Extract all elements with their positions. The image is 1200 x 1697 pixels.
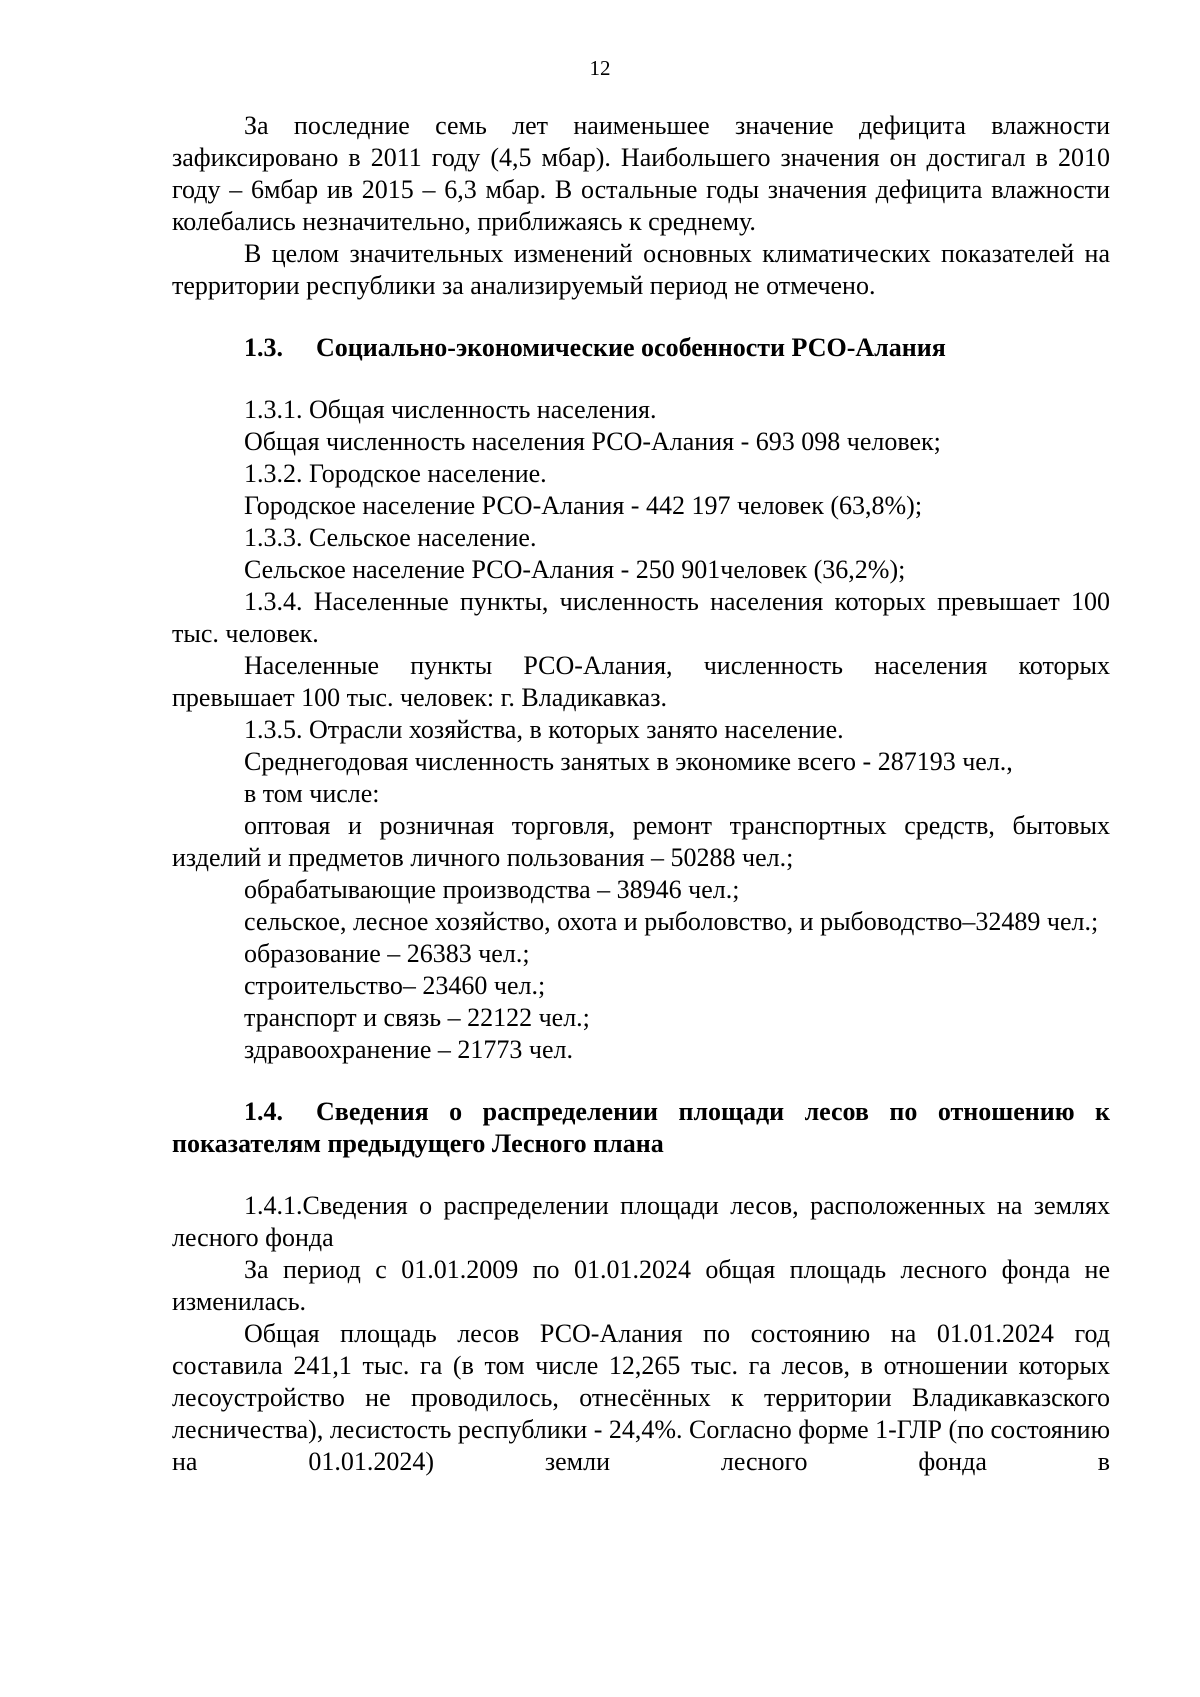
subsection-1-3-1-title: 1.3.1. Общая численность населения. xyxy=(244,395,657,424)
employment-manufacturing-line: обрабатывающие производства – 38946 чел.; xyxy=(244,875,740,904)
subsection-1-4-1-title: 1.4.1.Сведения о распределении площади лесов, расположенных на землях лесного фонда xyxy=(172,1191,1110,1252)
section-number: 1.3. xyxy=(244,333,283,362)
section-heading-1-4 xyxy=(172,1096,1110,1160)
paragraph-climate-summary: В целом значительных изменений основных климатических показателей на территории республики за анализируемый период не отмечено. xyxy=(172,239,1110,300)
employment-transport-line: транспорт и связь – 22122 чел.; xyxy=(244,1003,590,1032)
page-number: 12 xyxy=(589,56,611,80)
forest-fund-unchanged-paragraph: За период с 01.01.2009 по 01.01.2024 общая площадь лесного фонда не изменилась. xyxy=(172,1255,1110,1316)
employment-trade-line: оптовая и розничная торговля, ремонт транспортных средств, бытовых изделий и предметов личного пользования – 50288 чел.; xyxy=(172,811,1110,872)
subsection-1-3-4-title: 1.3.4. Населенные пункты, численность населения которых превышает 100 тыс. человек. xyxy=(172,587,1110,648)
section-heading-1-3 xyxy=(172,332,1110,364)
subsection-1-3-5-title: 1.3.5. Отрасли хозяйства, в которых занято население. xyxy=(244,715,844,744)
subsection-1-3-3-title: 1.3.3. Сельское население. xyxy=(244,523,537,552)
rural-population-line: Сельское население РСО-Алания - 250 901человек (36,2%); xyxy=(244,555,906,584)
large-settlements-line: Населенные пункты РСО-Алания, численность населения которых превышает 100 тыс. человек: г. Владикавказ. xyxy=(172,651,1110,712)
subsection-1-3-2-title: 1.3.2. Городское население. xyxy=(244,459,547,488)
section-title: Сведения о распределении площади лесов по отношению к показателям предыдущего Лесного плана xyxy=(172,1097,1110,1158)
employment-total-line: Среднегодовая численность занятых в экономике всего - 287193 чел., xyxy=(244,747,1013,776)
section-number: 1.4. xyxy=(244,1097,283,1126)
forest-area-paragraph: Общая площадь лесов РСО-Алания по состоянию на 01.01.2024 год составила 241,1 тыс. га (в том числе 12,265 тыс. га лесов, в отношении которых лесоустройство не проводилось, отнесённых к территории Владикавказского лесничества), лесистость республики - 24,4%. Согласно форме 1-ГЛР (по состоянию на 01.01.2024) земли лесного фонда в xyxy=(172,1319,1111,1476)
employment-healthcare-line: здравоохранение – 21773 чел. xyxy=(244,1035,573,1064)
including-line: в том числе: xyxy=(244,779,380,808)
employment-education-line: образование – 26383 чел.; xyxy=(244,939,530,968)
employment-agriculture-line: сельское, лесное хозяйство, охота и рыболовство, и рыбоводство–32489 чел.; xyxy=(244,907,1099,936)
document-body xyxy=(172,110,1110,1478)
employment-construction-line: строительство– 23460 чел.; xyxy=(244,971,546,1000)
paragraph-humidity-deficit: За последние семь лет наименьшее значение дефицита влажности зафиксировано в 2011 году (4,5 мбар). Наибольшего значения он достигал в 2010 году – 6мбар ив 2015 – 6,3 мбар. В остальные годы значения дефицита влажности колебались незначительно, приближаясь к среднему. xyxy=(172,111,1110,236)
urban-population-line: Городское население РСО-Алания - 442 197 человек (63,8%); xyxy=(244,491,923,520)
section-title: Социально-экономические особенности РСО-Алания xyxy=(316,333,946,362)
total-population-line: Общая численность населения РСО-Алания - 693 098 человек; xyxy=(244,427,941,456)
